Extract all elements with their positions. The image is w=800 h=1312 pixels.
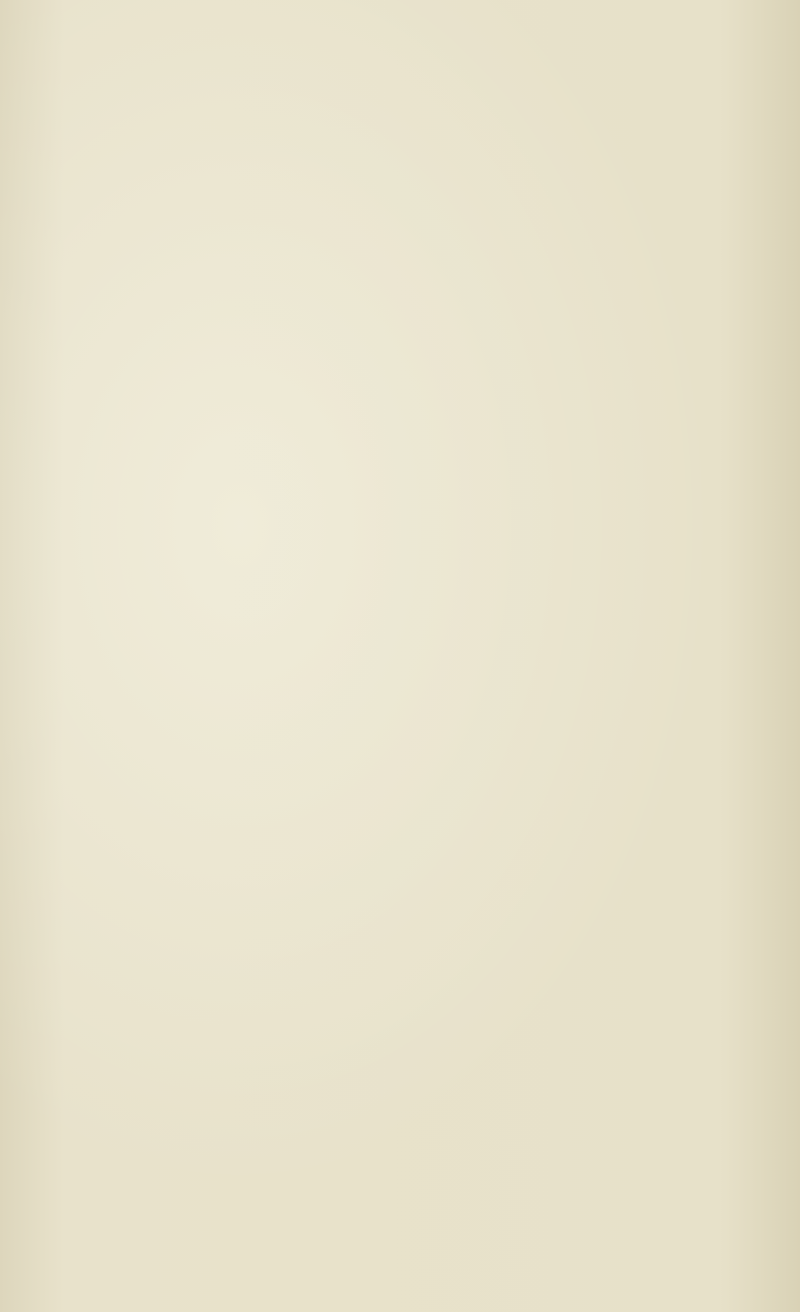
page-header <box>0 38 800 90</box>
